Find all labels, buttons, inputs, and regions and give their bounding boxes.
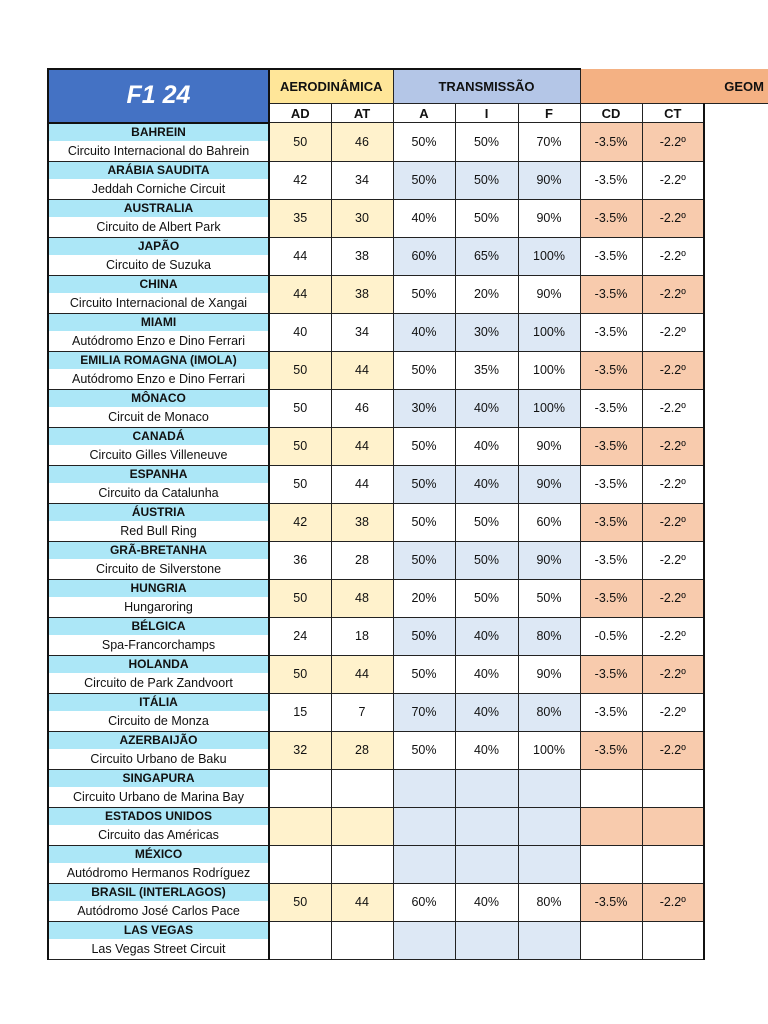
cell-a[interactable]: 50%: [393, 503, 455, 541]
cell-f[interactable]: 100%: [518, 237, 580, 275]
column-header-at: AT: [331, 104, 393, 123]
setup-table: [47, 68, 768, 960]
cell-at[interactable]: 44: [331, 883, 393, 921]
circuit-label: Circuito Gilles Villeneuve: [49, 446, 268, 465]
track-row: [48, 427, 768, 465]
cell-at[interactable]: [331, 769, 393, 807]
country-label: MIAMI: [49, 314, 268, 332]
country-label: BAHREIN: [49, 124, 268, 142]
track-name-cell[interactable]: [48, 313, 269, 351]
cell-i[interactable]: 50%: [455, 123, 518, 162]
cell-ad[interactable]: 50: [269, 427, 331, 465]
cell-at[interactable]: 44: [331, 427, 393, 465]
track-name-cell[interactable]: [48, 541, 269, 579]
circuit-label: Autódromo José Carlos Pace: [49, 902, 268, 921]
circuit-label: Hungaroring: [49, 598, 268, 617]
circuit-label: Red Bull Ring: [49, 522, 268, 541]
cell-ct[interactable]: [642, 807, 704, 845]
country-label: AZERBAIJÃO: [49, 732, 268, 750]
cell-ad[interactable]: [269, 769, 331, 807]
cell-i[interactable]: [455, 807, 518, 845]
track-name-cell[interactable]: [48, 769, 269, 807]
cell-ad[interactable]: [269, 921, 331, 959]
column-header-ad: AD: [269, 104, 331, 123]
circuit-label: Circuito de Silverstone: [49, 560, 268, 579]
cell-at[interactable]: 34: [331, 313, 393, 351]
circuit-label: Circuito Urbano de Baku: [49, 750, 268, 769]
country-label: CHINA: [49, 276, 268, 294]
cell-ad[interactable]: 35: [269, 199, 331, 237]
circuit-label: Circuito de Monza: [49, 712, 268, 731]
cell-ad[interactable]: 50: [269, 351, 331, 389]
cell-a[interactable]: 20%: [393, 579, 455, 617]
cell-ad[interactable]: [269, 807, 331, 845]
cell-at[interactable]: 38: [331, 237, 393, 275]
cell-cd[interactable]: -3.5%: [580, 161, 642, 199]
country-label: MÉXICO: [49, 846, 268, 864]
circuit-label: Circuito de Park Zandvoort: [49, 674, 268, 693]
cell-cd[interactable]: [580, 807, 642, 845]
cell-at[interactable]: 28: [331, 731, 393, 769]
cell-ct[interactable]: -2.2º: [642, 693, 704, 731]
track-name-cell[interactable]: [48, 199, 269, 237]
cell-a[interactable]: [393, 921, 455, 959]
circuit-label: Autódromo Hermanos Rodríguez: [49, 864, 268, 883]
cell-ad[interactable]: 50: [269, 883, 331, 921]
circuit-label: Las Vegas Street Circuit: [49, 940, 268, 959]
cell-at[interactable]: 30: [331, 199, 393, 237]
cell-ct[interactable]: -2.2º: [642, 541, 704, 579]
cell-at[interactable]: 44: [331, 655, 393, 693]
sheet-title: F1 24: [48, 69, 269, 123]
track-name-cell[interactable]: [48, 693, 269, 731]
cell-i[interactable]: 40%: [455, 465, 518, 503]
track-name-cell[interactable]: [48, 275, 269, 313]
cell-a[interactable]: 40%: [393, 199, 455, 237]
country-label: ITÁLIA: [49, 694, 268, 712]
cell-i[interactable]: 50%: [455, 503, 518, 541]
cell-f[interactable]: [518, 769, 580, 807]
cell-f[interactable]: 90%: [518, 427, 580, 465]
cell-i[interactable]: 40%: [455, 617, 518, 655]
cell-cd[interactable]: -3.5%: [580, 541, 642, 579]
cell-at[interactable]: 46: [331, 123, 393, 162]
cell-a[interactable]: 50%: [393, 617, 455, 655]
country-label: LAS VEGAS: [49, 922, 268, 940]
cell-f[interactable]: 70%: [518, 123, 580, 162]
cell-f[interactable]: 80%: [518, 883, 580, 921]
cell-a[interactable]: 70%: [393, 693, 455, 731]
cell-a[interactable]: 50%: [393, 123, 455, 162]
cell-ct[interactable]: -2.2º: [642, 389, 704, 427]
cell-ad[interactable]: 15: [269, 693, 331, 731]
circuit-label: Circuito da Catalunha: [49, 484, 268, 503]
cell-at[interactable]: 48: [331, 579, 393, 617]
cell-ad[interactable]: 42: [269, 503, 331, 541]
cell-ct[interactable]: -2.2º: [642, 465, 704, 503]
cell-i[interactable]: 50%: [455, 579, 518, 617]
cell-f[interactable]: 80%: [518, 617, 580, 655]
track-row: [48, 921, 768, 959]
cell-a[interactable]: 50%: [393, 161, 455, 199]
cell-ad[interactable]: 50: [269, 389, 331, 427]
cell-cd[interactable]: -3.5%: [580, 731, 642, 769]
track-row: [48, 693, 768, 731]
circuit-label: Jeddah Corniche Circuit: [49, 180, 268, 199]
column-header-i: I: [455, 104, 518, 123]
cell-ct[interactable]: -2.2º: [642, 123, 704, 162]
cell-f[interactable]: 100%: [518, 731, 580, 769]
track-name-cell[interactable]: [48, 579, 269, 617]
track-name-cell[interactable]: [48, 807, 269, 845]
cell-i[interactable]: 40%: [455, 389, 518, 427]
cell-cd[interactable]: [580, 845, 642, 883]
cell-i[interactable]: 40%: [455, 731, 518, 769]
track-row: [48, 541, 768, 579]
circuit-label: Autódromo Enzo e Dino Ferrari: [49, 370, 268, 389]
cell-at[interactable]: 34: [331, 161, 393, 199]
track-name-cell[interactable]: [48, 237, 269, 275]
country-label: EMILIA ROMAGNA (IMOLA): [49, 352, 268, 370]
country-label: HUNGRIA: [49, 580, 268, 598]
cell-f[interactable]: 100%: [518, 389, 580, 427]
country-label: ESPANHA: [49, 466, 268, 484]
cell-ct[interactable]: [642, 845, 704, 883]
country-label: ESTADOS UNIDOS: [49, 808, 268, 826]
country-label: SINGAPURA: [49, 770, 268, 788]
cell-i[interactable]: 40%: [455, 693, 518, 731]
track-row: [48, 769, 768, 807]
cell-i[interactable]: [455, 921, 518, 959]
group-aerodinamica: AERODINÂMICA: [269, 69, 393, 104]
cell-i[interactable]: 35%: [455, 351, 518, 389]
cell-cd[interactable]: -0.5%: [580, 617, 642, 655]
cell-ct[interactable]: [642, 921, 704, 959]
cell-ct[interactable]: -2.2º: [642, 503, 704, 541]
country-label: ÁUSTRIA: [49, 504, 268, 522]
cell-f[interactable]: 90%: [518, 655, 580, 693]
track-row: [48, 389, 768, 427]
cell-i[interactable]: 65%: [455, 237, 518, 275]
cell-at[interactable]: 38: [331, 275, 393, 313]
cell-i[interactable]: 50%: [455, 161, 518, 199]
cell-at[interactable]: 46: [331, 389, 393, 427]
cell-a[interactable]: 60%: [393, 237, 455, 275]
cell-a[interactable]: 50%: [393, 351, 455, 389]
circuit-label: Circuito Urbano de Marina Bay: [49, 788, 268, 807]
track-name-cell[interactable]: [48, 389, 269, 427]
cell-i[interactable]: 40%: [455, 883, 518, 921]
cell-cd[interactable]: -3.5%: [580, 883, 642, 921]
cell-cd[interactable]: -3.5%: [580, 693, 642, 731]
track-row: [48, 313, 768, 351]
cell-f[interactable]: 60%: [518, 503, 580, 541]
cell-ad[interactable]: 50: [269, 465, 331, 503]
circuit-label: Circuito de Albert Park: [49, 218, 268, 237]
track-row: [48, 503, 768, 541]
cell-cd[interactable]: -3.5%: [580, 579, 642, 617]
cell-f[interactable]: 90%: [518, 275, 580, 313]
cell-f[interactable]: 100%: [518, 351, 580, 389]
cell-f[interactable]: [518, 845, 580, 883]
cell-ad[interactable]: 42: [269, 161, 331, 199]
circuit-label: Autódromo Enzo e Dino Ferrari: [49, 332, 268, 351]
track-row: [48, 655, 768, 693]
country-label: HOLANDA: [49, 656, 268, 674]
cell-ct[interactable]: -2.2º: [642, 883, 704, 921]
cell-ct[interactable]: -2.2º: [642, 617, 704, 655]
cell-at[interactable]: [331, 921, 393, 959]
cell-f[interactable]: 80%: [518, 693, 580, 731]
track-row: [48, 123, 768, 162]
track-name-cell[interactable]: [48, 427, 269, 465]
cell-at[interactable]: 44: [331, 351, 393, 389]
track-row: [48, 237, 768, 275]
country-label: CANADÁ: [49, 428, 268, 446]
cell-f[interactable]: [518, 807, 580, 845]
cell-a[interactable]: [393, 769, 455, 807]
cell-a[interactable]: 30%: [393, 389, 455, 427]
cell-i[interactable]: [455, 845, 518, 883]
cell-cd[interactable]: -3.5%: [580, 237, 642, 275]
cell-i[interactable]: 30%: [455, 313, 518, 351]
cell-cd[interactable]: -3.5%: [580, 351, 642, 389]
cell-cd[interactable]: -3.5%: [580, 199, 642, 237]
cell-ad[interactable]: 44: [269, 237, 331, 275]
cell-ad[interactable]: 24: [269, 617, 331, 655]
track-name-cell[interactable]: [48, 921, 269, 959]
cell-ad[interactable]: 50: [269, 655, 331, 693]
cell-f[interactable]: 90%: [518, 465, 580, 503]
track-name-cell[interactable]: [48, 161, 269, 199]
track-row: [48, 351, 768, 389]
track-name-cell[interactable]: [48, 503, 269, 541]
cell-at[interactable]: 38: [331, 503, 393, 541]
track-row: [48, 807, 768, 845]
cell-f[interactable]: 90%: [518, 541, 580, 579]
cell-a[interactable]: 60%: [393, 883, 455, 921]
cell-f[interactable]: 100%: [518, 313, 580, 351]
cell-f[interactable]: 50%: [518, 579, 580, 617]
circuit-label: Circuito de Suzuka: [49, 256, 268, 275]
cell-ct[interactable]: -2.2º: [642, 351, 704, 389]
cell-a[interactable]: 50%: [393, 427, 455, 465]
cell-ad[interactable]: 32: [269, 731, 331, 769]
cell-ad[interactable]: 36: [269, 541, 331, 579]
country-label: BÉLGICA: [49, 618, 268, 636]
track-row: [48, 617, 768, 655]
cell-a[interactable]: 50%: [393, 541, 455, 579]
cell-ct[interactable]: -2.2º: [642, 199, 704, 237]
cell-cd[interactable]: -3.5%: [580, 465, 642, 503]
track-name-cell[interactable]: [48, 731, 269, 769]
cell-i[interactable]: 50%: [455, 199, 518, 237]
cell-cd[interactable]: -3.5%: [580, 313, 642, 351]
cell-ct[interactable]: -2.2º: [642, 655, 704, 693]
track-name-cell[interactable]: [48, 123, 269, 162]
cell-ct[interactable]: -2.2º: [642, 161, 704, 199]
cell-cd[interactable]: -3.5%: [580, 123, 642, 162]
cell-ct[interactable]: -2.2º: [642, 579, 704, 617]
cell-i[interactable]: 40%: [455, 655, 518, 693]
track-name-cell[interactable]: [48, 465, 269, 503]
cell-a[interactable]: 50%: [393, 275, 455, 313]
cell-ct[interactable]: -2.2º: [642, 275, 704, 313]
track-row: [48, 883, 768, 921]
cell-ct[interactable]: -2.2º: [642, 427, 704, 465]
cell-at[interactable]: 18: [331, 617, 393, 655]
cell-i[interactable]: 20%: [455, 275, 518, 313]
cell-a[interactable]: 50%: [393, 655, 455, 693]
cell-a[interactable]: [393, 845, 455, 883]
cell-ct[interactable]: -2.2º: [642, 237, 704, 275]
cell-f[interactable]: 90%: [518, 199, 580, 237]
cell-cd[interactable]: [580, 769, 642, 807]
cell-a[interactable]: [393, 807, 455, 845]
cell-a[interactable]: 50%: [393, 465, 455, 503]
circuit-label: Circuito das Américas: [49, 826, 268, 845]
country-label: AUSTRALIA: [49, 200, 268, 218]
track-name-cell[interactable]: [48, 351, 269, 389]
cell-ct[interactable]: [642, 769, 704, 807]
track-name-cell[interactable]: [48, 883, 269, 921]
track-name-cell[interactable]: [48, 845, 269, 883]
track-row: [48, 199, 768, 237]
cell-i[interactable]: 50%: [455, 541, 518, 579]
cell-cd[interactable]: -3.5%: [580, 427, 642, 465]
cell-at[interactable]: 44: [331, 465, 393, 503]
cell-at[interactable]: [331, 807, 393, 845]
track-row: [48, 161, 768, 199]
circuit-label: Circuito Internacional do Bahrein: [49, 142, 268, 161]
cell-at[interactable]: 7: [331, 693, 393, 731]
group-transmissao: TRANSMISSÃO: [393, 69, 580, 104]
cell-ct[interactable]: -2.2º: [642, 731, 704, 769]
cell-i[interactable]: [455, 769, 518, 807]
cell-cd[interactable]: -3.5%: [580, 655, 642, 693]
cell-i[interactable]: 40%: [455, 427, 518, 465]
circuit-label: Circuito Internacional de Xangai: [49, 294, 268, 313]
circuit-label: Circuit de Monaco: [49, 408, 268, 427]
track-row: [48, 465, 768, 503]
column-header-a: A: [393, 104, 455, 123]
track-name-cell[interactable]: [48, 617, 269, 655]
country-label: MÔNACO: [49, 390, 268, 408]
country-label: BRASIL (INTERLAGOS): [49, 884, 268, 902]
cell-a[interactable]: 50%: [393, 731, 455, 769]
track-row: [48, 845, 768, 883]
cell-ad[interactable]: 50: [269, 579, 331, 617]
country-label: GRÃ-BRETANHA: [49, 542, 268, 560]
column-header-cd: CD: [580, 104, 642, 123]
cell-ad[interactable]: 50: [269, 123, 331, 162]
cell-ad[interactable]: 44: [269, 275, 331, 313]
cell-cd[interactable]: -3.5%: [580, 275, 642, 313]
track-row: [48, 579, 768, 617]
group-geometria: GEOM: [580, 69, 768, 104]
cell-ad[interactable]: [269, 845, 331, 883]
cell-f[interactable]: 90%: [518, 161, 580, 199]
column-header-f: F: [518, 104, 580, 123]
cell-at[interactable]: 28: [331, 541, 393, 579]
track-row: [48, 731, 768, 769]
column-header-ct: CT: [642, 104, 704, 123]
cell-a[interactable]: 40%: [393, 313, 455, 351]
track-row: [48, 275, 768, 313]
cell-cd[interactable]: -3.5%: [580, 503, 642, 541]
cell-cd[interactable]: [580, 921, 642, 959]
track-name-cell[interactable]: [48, 655, 269, 693]
cell-ct[interactable]: -2.2º: [642, 313, 704, 351]
cell-at[interactable]: [331, 845, 393, 883]
cell-ad[interactable]: 40: [269, 313, 331, 351]
country-label: JAPÃO: [49, 238, 268, 256]
circuit-label: Spa-Francorchamps: [49, 636, 268, 655]
country-label: ARÁBIA SAUDITA: [49, 162, 268, 180]
cell-cd[interactable]: -3.5%: [580, 389, 642, 427]
cell-f[interactable]: [518, 921, 580, 959]
